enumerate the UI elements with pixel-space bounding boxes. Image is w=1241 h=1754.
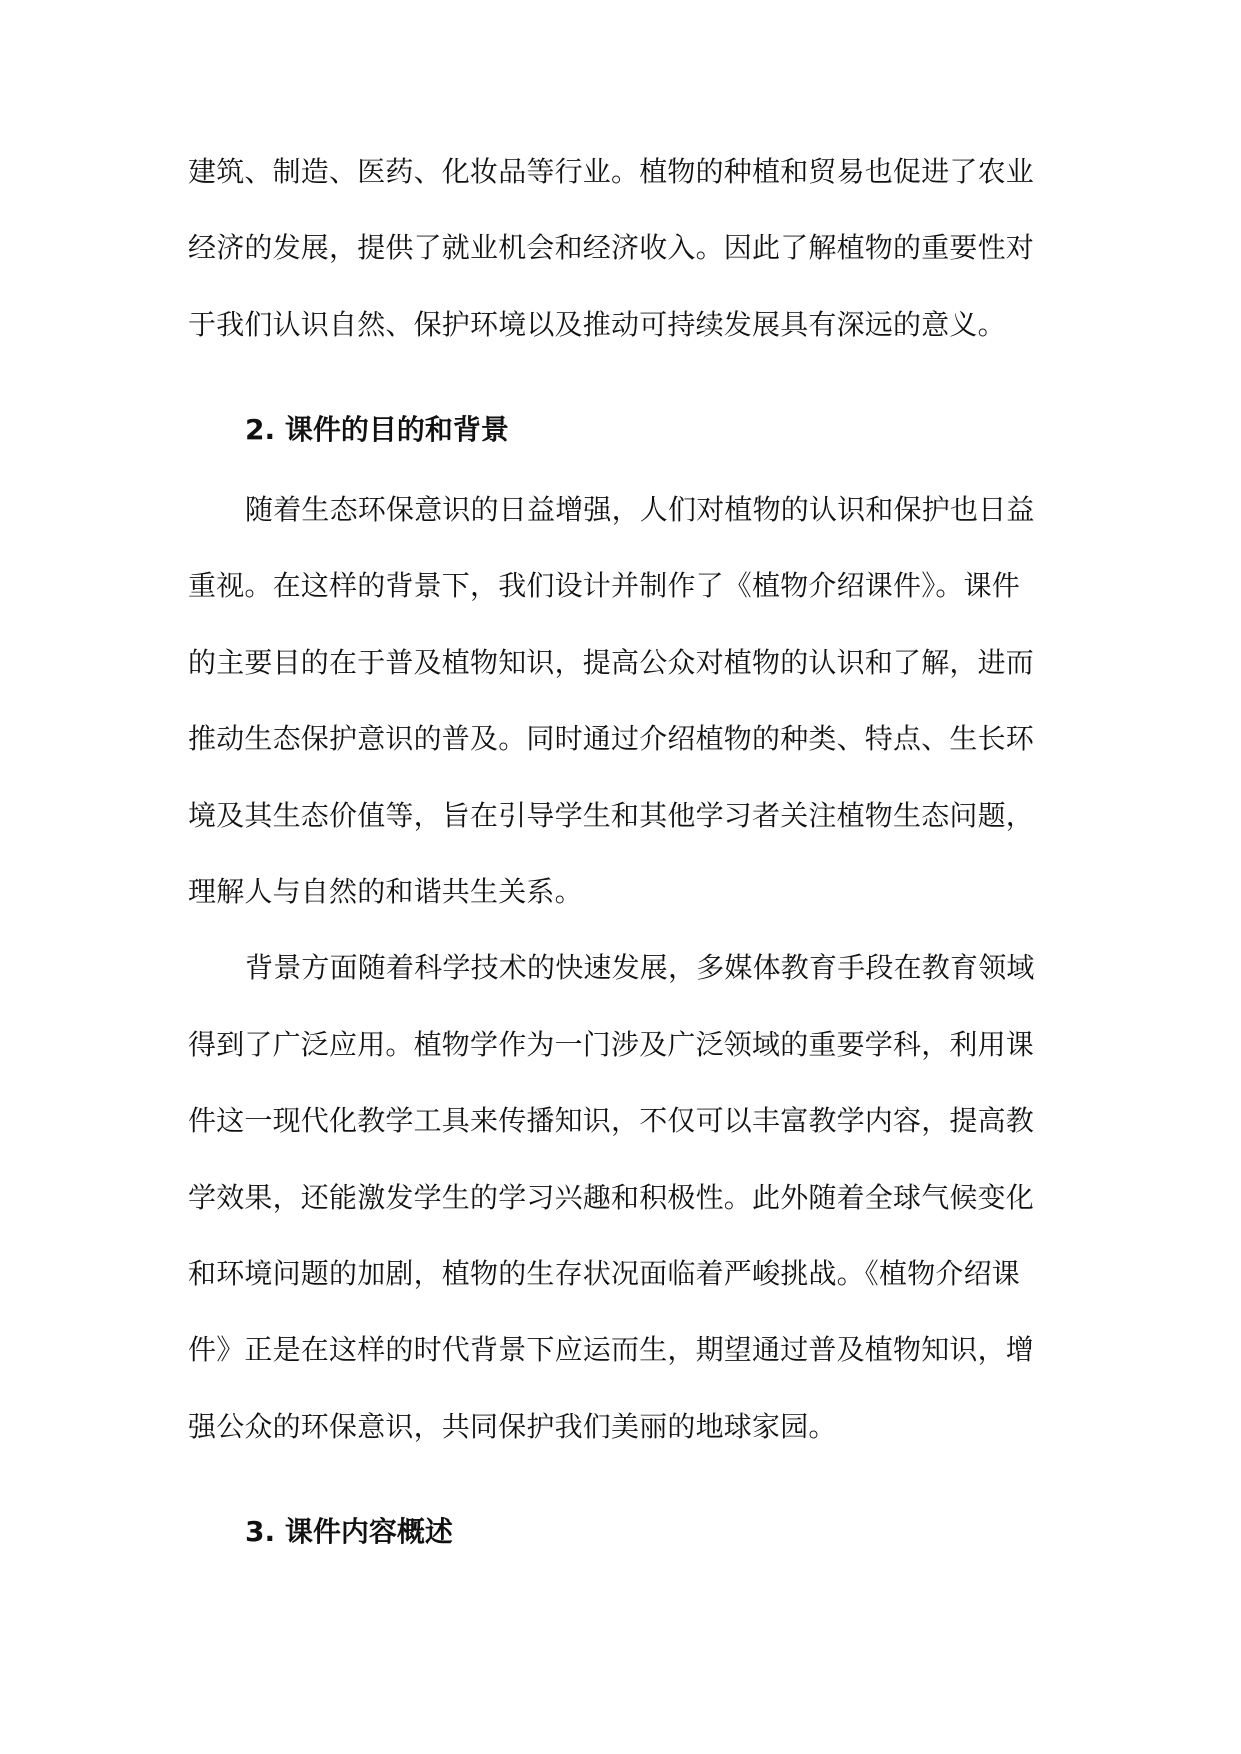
section-2-para-2-line-2: 得到了广泛应用。植物学作为一门涉及广泛领域的重要学科，利用课 [188,1028,1035,1061]
intro-line-1: 建筑、制造、医药、化妆品等行业。植物的种植和贸易也促进了农业 [188,155,1035,188]
section-2-para-2-line-1: 背景方面随着科学技术的快速发展，多媒体教育手段在教育领域 [245,951,1035,984]
section-2-para-2-line-4: 学效果，还能激发学生的学习兴趣和积极性。此外随着全球气候变化 [188,1181,1035,1214]
intro-line-2: 经济的发展，提供了就业机会和经济收入。因此了解植物的重要性对 [188,231,1035,264]
section-2-para-2-line-3: 件这一现代化教学工具来传播知识，不仅可以丰富教学内容，提高教 [188,1104,1035,1137]
section-2-para-1-line-6: 理解人与自然的和谐共生关系。 [188,875,583,908]
section-2-para-1-line-3: 的主要目的在于普及植物知识，提高公众对植物的认识和了解，进而 [188,646,1035,679]
section-3-heading: 3. 课件内容概述 [245,1515,453,1548]
section-2-para-2-line-5: 和环境问题的加剧，植物的生存状况面临着严峻挑战。《植物介绍课 [188,1257,1021,1290]
intro-line-3: 于我们认识自然、保护环境以及推动可持续发展具有深远的意义。 [188,308,1006,341]
section-2-heading: 2. 课件的目的和背景 [245,413,509,446]
section-2-para-1-line-1: 随着生态环保意识的日益增强，人们对植物的认识和保护也日益 [245,493,1035,526]
section-2-para-1-line-2: 重视。在这样的背景下，我们设计并制作了《植物介绍课件》。课件 [188,569,1021,602]
section-2-para-2-line-6: 件》正是在这样的时代背景下应运而生，期望通过普及植物知识，增 [188,1333,1035,1366]
section-2-para-1-line-4: 推动生态保护意识的普及。同时通过介绍植物的种类、特点、生长环 [188,722,1035,755]
section-2-para-1-line-5: 境及其生态价值等，旨在引导学生和其他学习者关注植物生态问题， [188,799,1035,832]
section-2-para-2-line-7: 强公众的环保意识，共同保护我们美丽的地球家园。 [188,1410,837,1443]
